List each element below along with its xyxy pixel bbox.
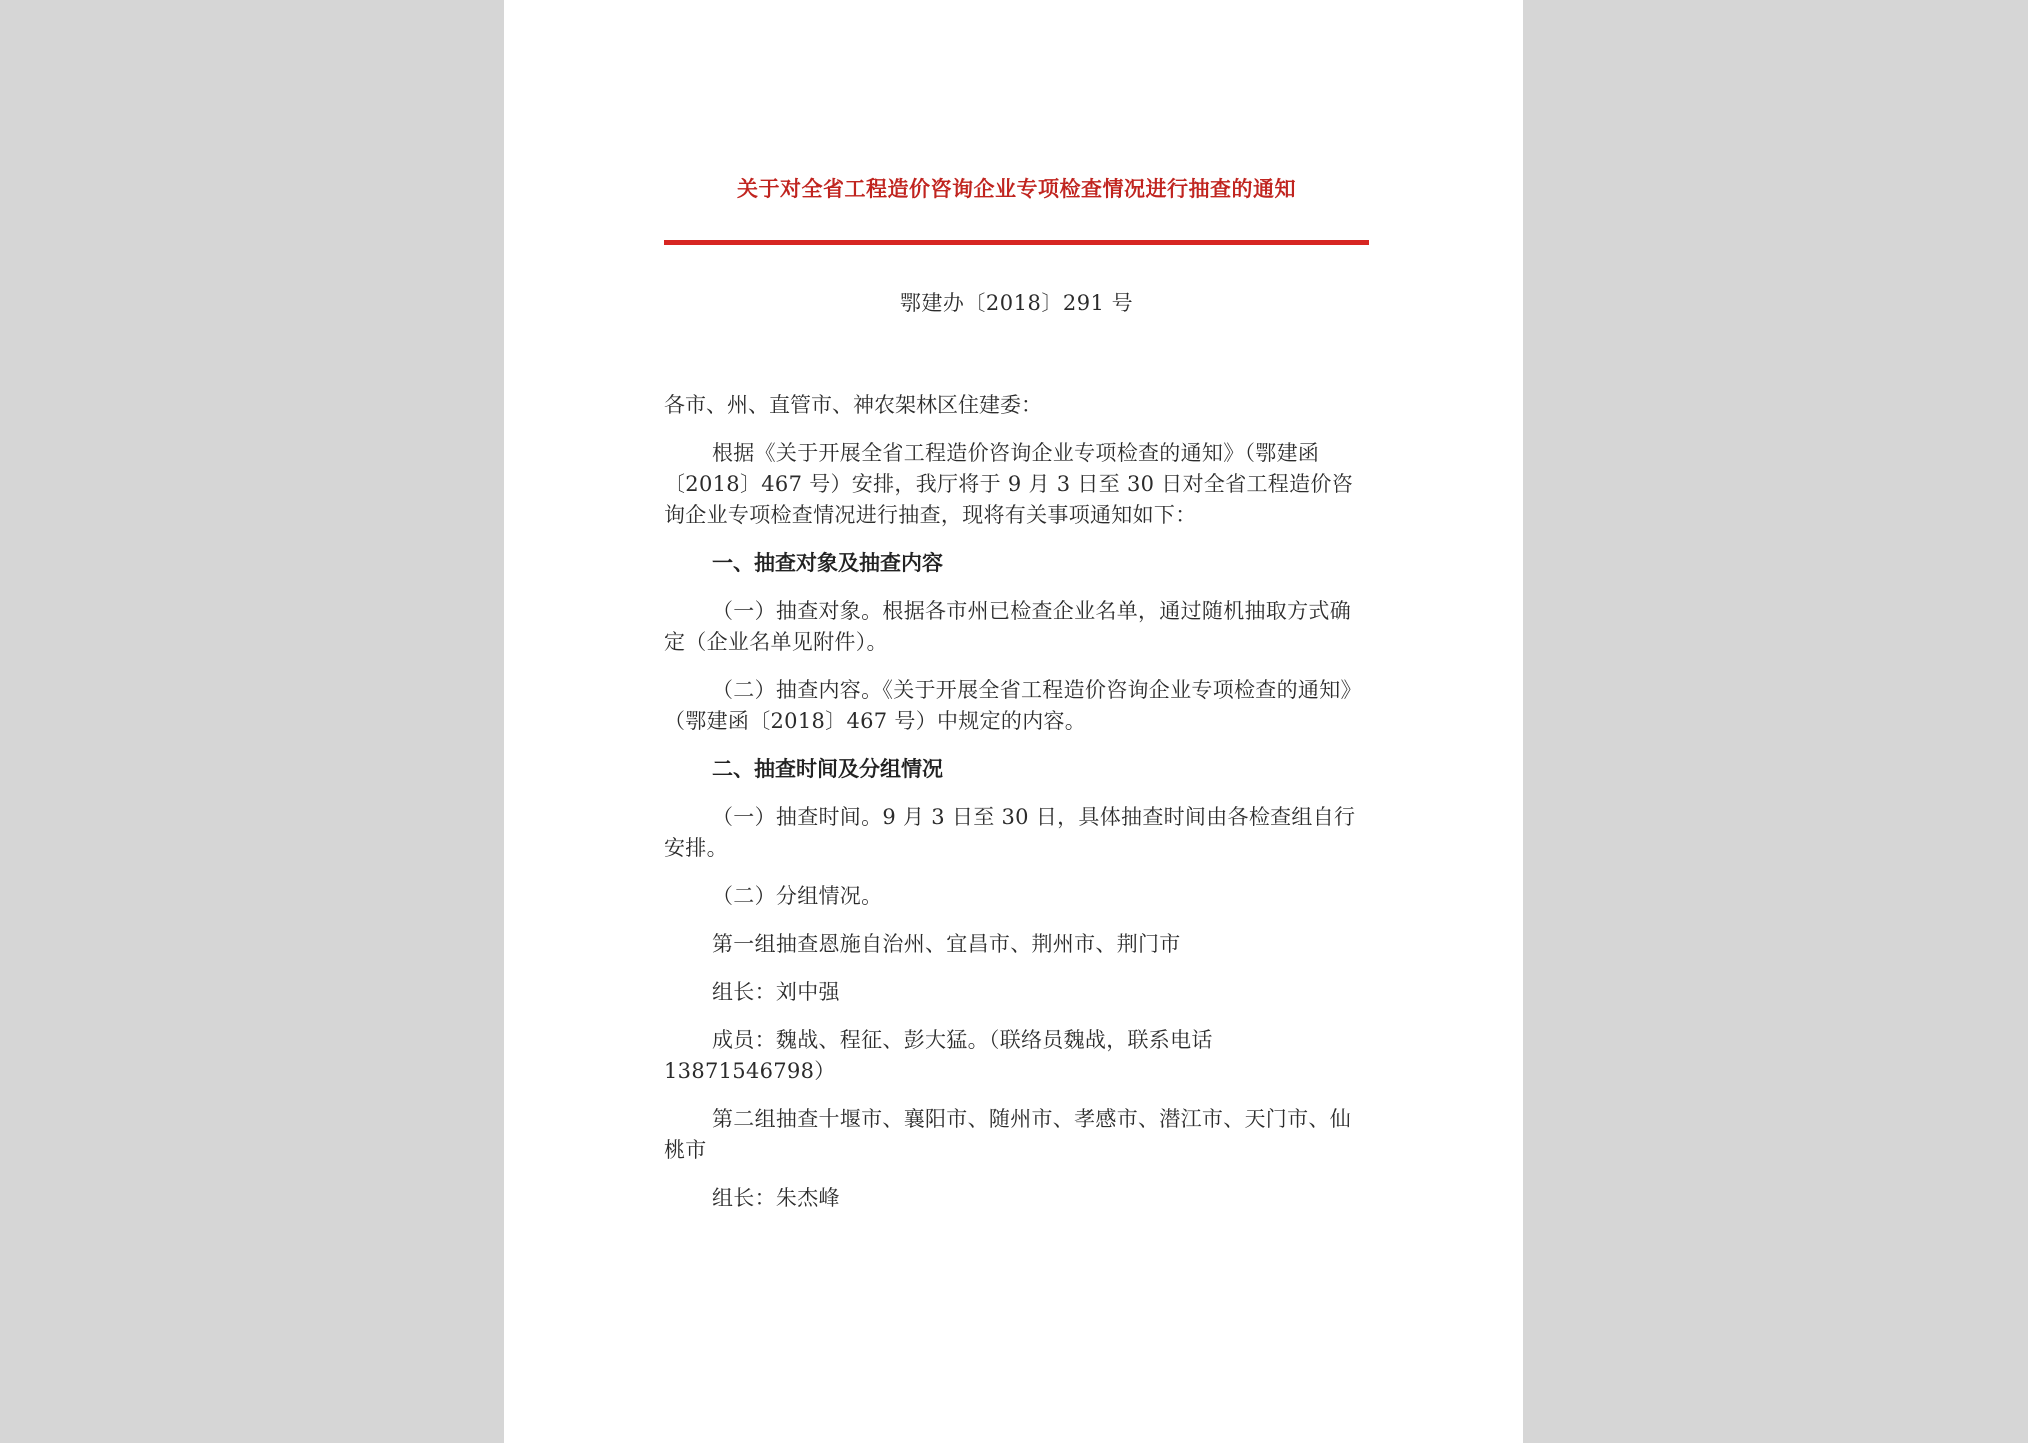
section-heading-2: 二、抽查时间及分组情况 [712, 757, 943, 781]
section1-item2: （二）抽查内容。《关于开展全省工程造价咨询企业专项检查的通知》（鄂建函〔2018〕467 号）中规定的内容。 [664, 678, 1362, 733]
group2-leader: 组长：朱杰峰 [712, 1186, 840, 1210]
group1-scope: 第一组抽查恩施自治州、宜昌市、荆州市、荆门市 [712, 932, 1181, 956]
intro-paragraph: 根据《关于开展全省工程造价咨询企业专项检查的通知》（鄂建函〔2018〕467 号）安排，我厅将于 9 月 3 日至 30 日对全省工程造价咨询企业专项检查情况进行抽查，现将有关事项通知如下： [664, 441, 1353, 527]
document-page [504, 0, 1523, 1443]
group1-members: 成员：魏战、程征、彭大猛。（联络员魏战，联系电话 13871546798） [664, 1028, 1213, 1083]
salutation: 各市、州、直管市、神农架林区住建委： [664, 393, 1042, 417]
section2-item1: （一）抽查时间。9 月 3 日至 30 日，具体抽查时间由各检查组自行安排。 [664, 805, 1356, 860]
group2-scope: 第二组抽查十堰市、襄阳市、随州市、孝感市、潜江市、天门市、仙桃市 [664, 1107, 1351, 1162]
section2-item2: （二）分组情况。 [712, 884, 883, 908]
section-heading-1: 一、抽查对象及抽查内容 [712, 551, 943, 575]
section1-item1: （一）抽查对象。根据各市州已检查企业名单，通过随机抽取方式确定（企业名单见附件）。 [664, 599, 1351, 654]
group1-leader: 组长：刘中强 [712, 980, 840, 1004]
page-content [664, 160, 1369, 1214]
document-title: 关于对全省工程造价咨询企业专项检查情况进行抽查的通知 [737, 177, 1296, 201]
red-header-rule [664, 240, 1369, 245]
document-number: 鄂建办〔2018〕291 号 [899, 291, 1134, 315]
